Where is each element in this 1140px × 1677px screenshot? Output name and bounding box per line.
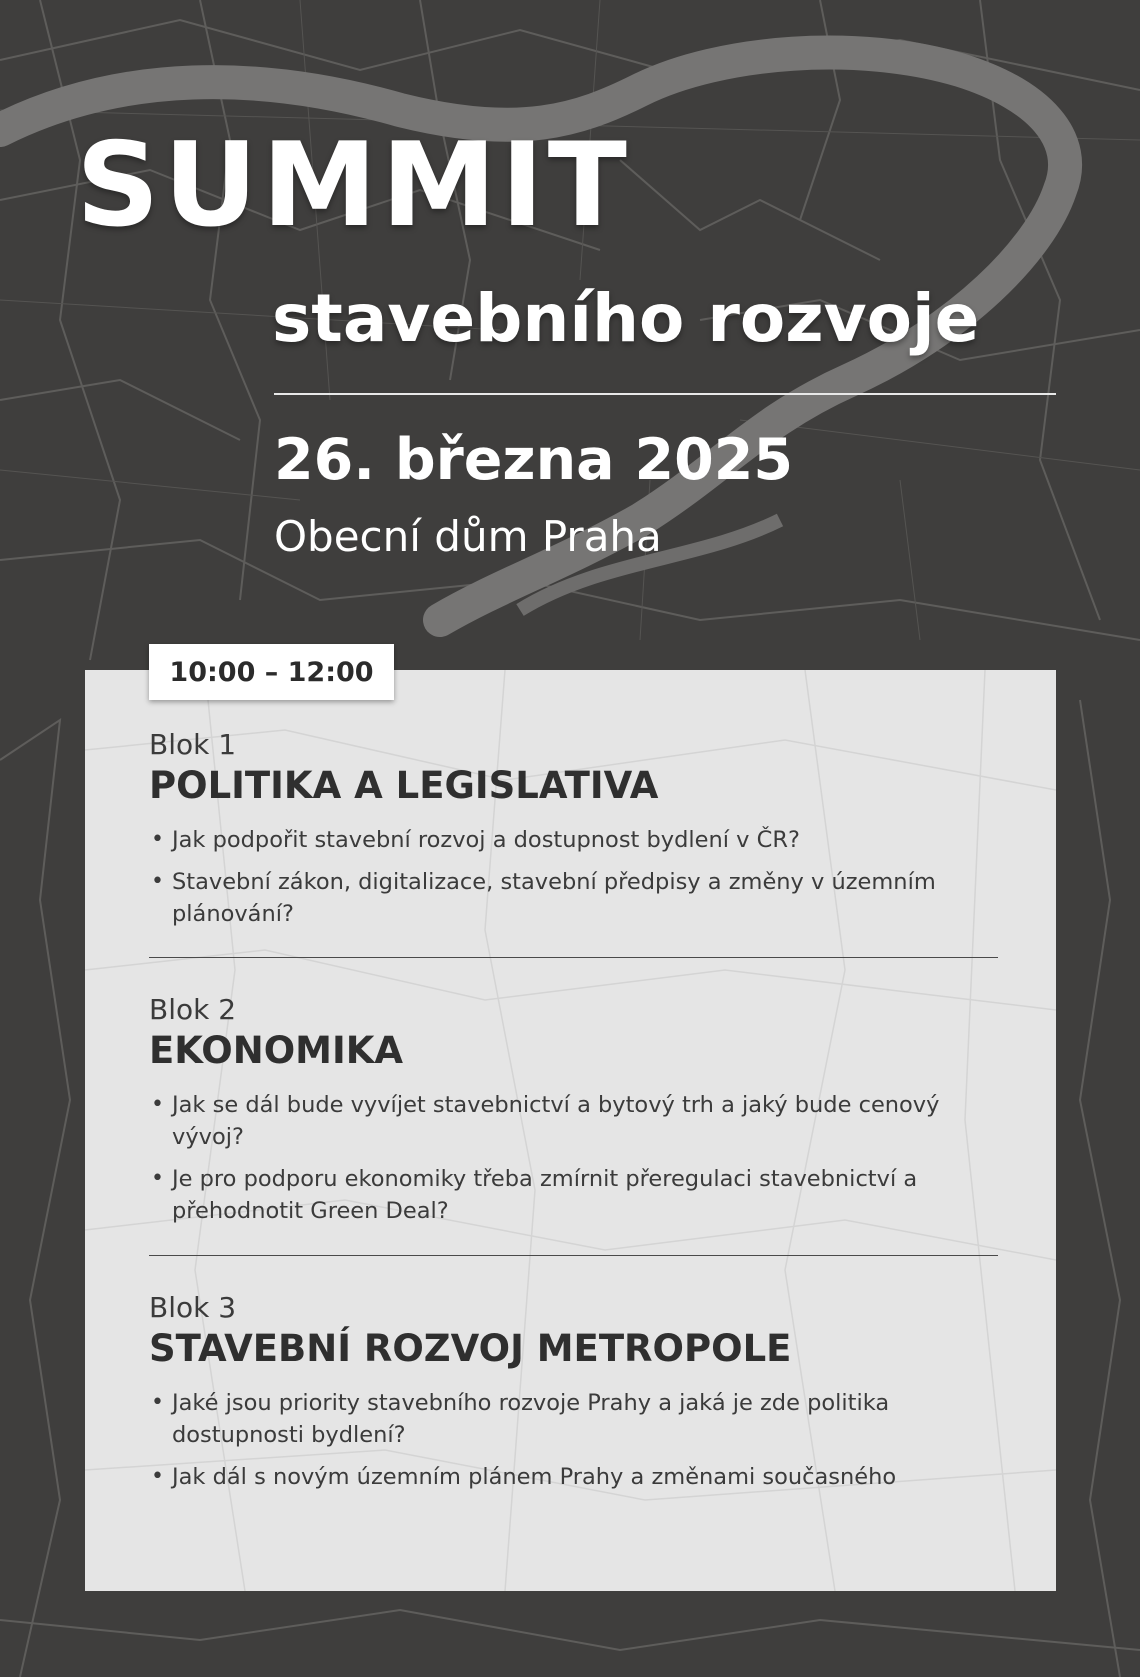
program-block-3 (149, 1291, 999, 1503)
list-item: • Jaké jsou priority stavebního rozvoje Prahy a jaká je zde politika dostupnosti bydlení? (149, 1387, 999, 1451)
block-divider (149, 957, 998, 958)
title-divider (274, 393, 1056, 395)
bullet-icon: • (151, 1390, 164, 1415)
block-title: EKONOMIKA (149, 1029, 404, 1072)
program-block-1 (149, 728, 999, 940)
list-item: • Jak se dál bude vyvíjet stavebnictví a bytový trh a jaký bude cenový vývoj? (149, 1089, 999, 1153)
topic-list (149, 1387, 999, 1493)
block-title: STAVEBNÍ ROZVOJ METROPOLE (149, 1327, 792, 1370)
bullet-icon: • (151, 1166, 164, 1191)
block-title: POLITIKA A LEGISLATIVA (149, 764, 659, 807)
topic-list (149, 824, 999, 930)
bullet-icon: • (151, 869, 164, 894)
list-item: • Je pro podporu ekonomiky třeba zmírnit přeregulaci stavebnictví a přehodnotit Green Deal? (149, 1163, 999, 1227)
topic-list (149, 1089, 999, 1227)
list-item: • Jak dál s novým územním plánem Prahy a změnami současného (149, 1461, 999, 1493)
summit-title: SUMMIT (76, 118, 631, 253)
block-divider (149, 1255, 998, 1256)
bullet-icon: • (151, 1464, 164, 1489)
bullet-icon: • (151, 827, 164, 852)
bullet-icon: • (151, 1092, 164, 1117)
block-label: Blok 3 (149, 1291, 237, 1324)
block-label: Blok 2 (149, 993, 237, 1026)
list-item: • Jak podpořit stavební rozvoj a dostupnost bydlení v ČR? (149, 824, 999, 856)
block-label: Blok 1 (149, 728, 237, 761)
list-item: • Stavební zákon, digitalizace, stavební předpisy a změny v územním plánování? (149, 866, 999, 930)
event-venue: Obecní dům Praha (274, 512, 662, 561)
program-block-2 (149, 993, 999, 1237)
summit-subtitle: stavebního rozvoje (272, 280, 980, 357)
event-date: 26. března 2025 (274, 427, 794, 493)
time-badge: 10:00 – 12:00 (149, 644, 394, 700)
